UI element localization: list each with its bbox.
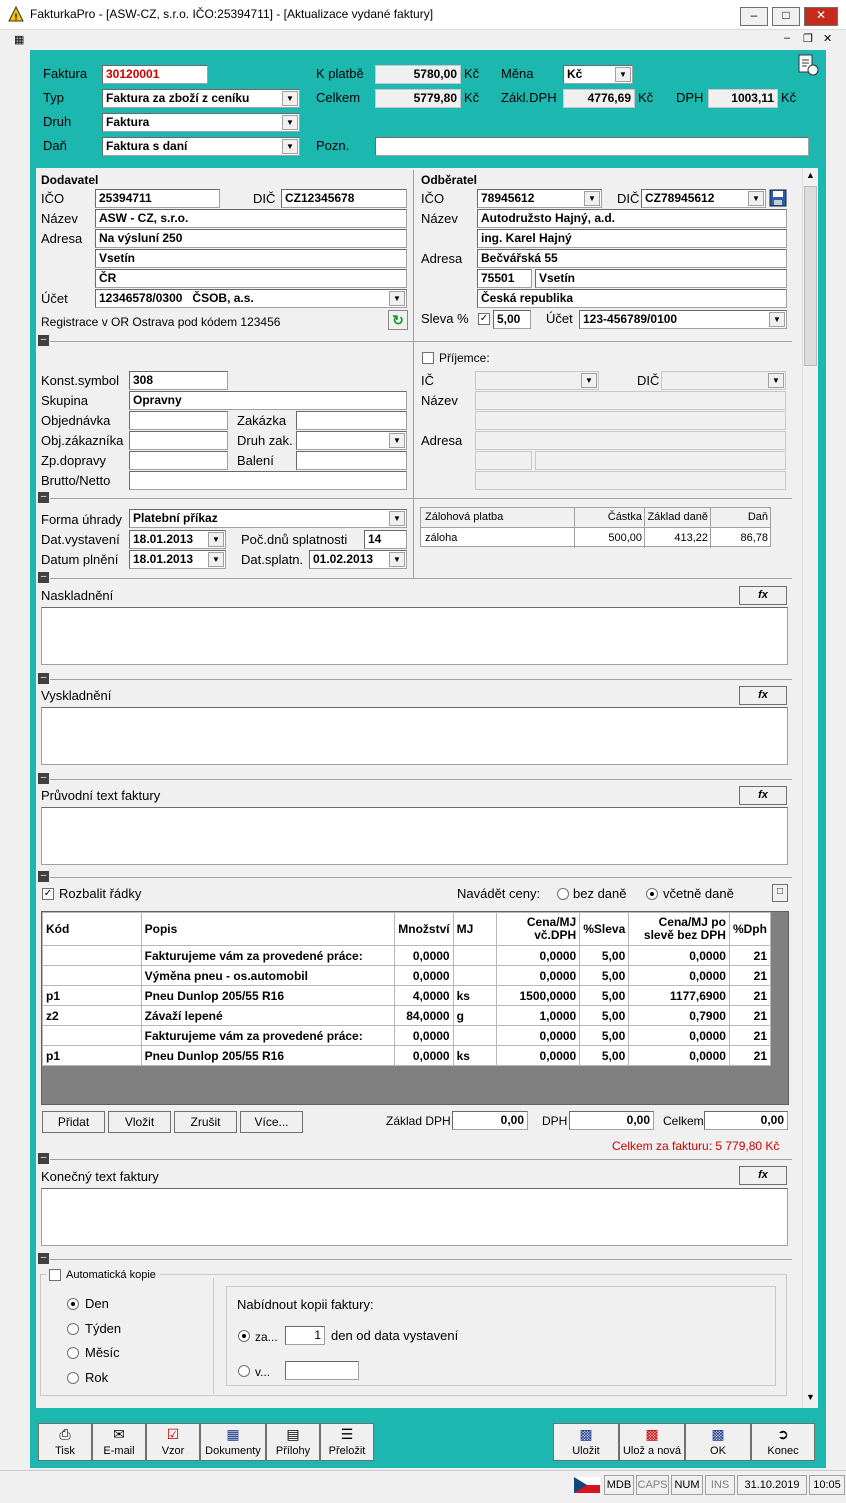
pozn-field[interactable] bbox=[375, 137, 809, 156]
objzak-label: Obj.zákazníka bbox=[41, 433, 124, 448]
section-divider bbox=[50, 1159, 792, 1160]
mdi-minimize-icon[interactable]: – bbox=[784, 32, 791, 44]
window-title: FakturkaPro - [ASW-CZ, s.r.o. IČO:25394711] - [Aktualizace vydané faktury] bbox=[30, 7, 434, 21]
dph-field: 1003,11 bbox=[708, 89, 778, 108]
checklist-icon: ☑ bbox=[166, 1426, 180, 1442]
vice-button[interactable]: Více... bbox=[240, 1111, 303, 1133]
odberatel-nazev2-field[interactable]: ing. Karel Hajný bbox=[477, 229, 787, 248]
mdi-bar bbox=[0, 31, 846, 49]
zaloha-header-cell: Daň bbox=[747, 511, 768, 523]
kopie-checkbox[interactable] bbox=[49, 1269, 61, 1281]
prijemce-stat-field bbox=[475, 471, 786, 490]
cell-dph: 21 bbox=[729, 986, 770, 1006]
odberatel-dic-label: DIČ bbox=[617, 191, 640, 206]
cell-sleva: 5,00 bbox=[580, 1006, 629, 1026]
cell-dph: 21 bbox=[729, 1026, 770, 1046]
prijemce-mesto-field bbox=[535, 451, 786, 470]
section-divider bbox=[50, 779, 792, 780]
col-header-sleva[interactable]: %Sleva bbox=[580, 913, 629, 946]
items-grid[interactable] bbox=[41, 911, 789, 1105]
datplneni-label: Datum plnění bbox=[41, 552, 119, 567]
dodavatel-adresa3-field[interactable]: ČR bbox=[95, 269, 407, 288]
prijemce-dic-select bbox=[661, 371, 786, 390]
items-header-row bbox=[43, 913, 771, 946]
dodavatel-nazev-field[interactable]: ASW - CZ, s.r.o. bbox=[95, 209, 407, 228]
odberatel-ucet-label: Účet bbox=[546, 311, 573, 326]
dph-label: DPH bbox=[676, 90, 704, 105]
baleni-label: Balení bbox=[237, 453, 274, 468]
naskladneni-fx-button[interactable]: fx bbox=[739, 586, 787, 605]
section-divider bbox=[50, 877, 792, 878]
zaloha-header-cell: Zálohová platba bbox=[425, 511, 504, 523]
chevron-down-icon[interactable]: ▼ bbox=[282, 115, 298, 130]
zakazka-field[interactable] bbox=[296, 411, 407, 430]
naskladneni-textarea[interactable] bbox=[41, 607, 788, 665]
email-button[interactable]: ✉ E-mail bbox=[92, 1423, 146, 1461]
zakl-dph-label: Zákl.DPH bbox=[501, 90, 557, 105]
collapse-icon[interactable]: – bbox=[38, 335, 49, 346]
cell-sleva: 5,00 bbox=[580, 1026, 629, 1046]
vertical-scrollbar[interactable]: ▲ ▼ bbox=[802, 168, 818, 1408]
dodavatel-ucet-select[interactable]: 12346578/0300 ČSOB, a.s. ▼ bbox=[95, 289, 407, 308]
konecny-label: Konečný text faktury bbox=[41, 1169, 159, 1184]
items-celkem-field: 0,00 bbox=[704, 1111, 788, 1130]
mena-select[interactable]: Kč ▼ bbox=[563, 65, 633, 84]
cell-cena-po-sleve: 0,0000 bbox=[629, 1046, 730, 1066]
kplatbe-currency: Kč bbox=[464, 66, 480, 81]
zpdopravy-label: Zp.dopravy bbox=[41, 453, 107, 468]
tyden-radio[interactable] bbox=[67, 1323, 79, 1335]
sleva-checkbox[interactable]: ✓ bbox=[479, 313, 489, 324]
zpdopravy-field[interactable] bbox=[129, 451, 228, 470]
datvyst-label: Dat.vystavení bbox=[41, 532, 120, 547]
prijemce-adresa1-field bbox=[475, 431, 786, 450]
cell-sleva: 5,00 bbox=[580, 966, 629, 986]
odberatel-mesto-field[interactable]: Vsetín bbox=[535, 269, 787, 288]
cell-cena: 1,0000 bbox=[496, 1006, 579, 1026]
kplatbe-label: K platbě bbox=[316, 66, 364, 81]
odberatel-title: Odběratel bbox=[421, 173, 478, 187]
datsplatn-field[interactable]: 01.02.2013 ▼ bbox=[309, 550, 407, 569]
title-bar bbox=[0, 0, 846, 30]
ok-button[interactable]: ▩ OK bbox=[685, 1423, 751, 1461]
dan-label: Daň bbox=[43, 138, 67, 153]
maximize-button[interactable]: □ bbox=[772, 7, 800, 26]
konecny-fx-button[interactable]: fx bbox=[739, 1166, 787, 1185]
exit-door-icon: ➲ bbox=[777, 1426, 789, 1442]
celkem-field: 5779,80 bbox=[375, 89, 461, 108]
nabidnout-label: Nabídnout kopii faktury: bbox=[237, 1297, 374, 1312]
cell-cena-po-sleve: 0,7900 bbox=[629, 1006, 730, 1026]
odberatel-adresa1-field[interactable]: Bečvářská 55 bbox=[477, 249, 787, 268]
section-divider bbox=[50, 498, 792, 499]
pocdnu-field[interactable]: 14 bbox=[364, 530, 407, 549]
col-header-mj[interactable]: MJ bbox=[453, 913, 496, 946]
cell-mj bbox=[453, 946, 496, 966]
chevron-down-icon[interactable]: ▼ bbox=[208, 532, 224, 547]
section-divider bbox=[50, 1259, 792, 1260]
konst-field[interactable]: 308 bbox=[129, 371, 228, 390]
prijemce-label: Příjemce: bbox=[439, 351, 490, 365]
status-mdb: MDB bbox=[604, 1475, 634, 1495]
status-date: 31.10.2019 bbox=[737, 1475, 807, 1495]
den-label: Den bbox=[85, 1296, 109, 1311]
za-label: za... bbox=[255, 1330, 278, 1344]
dodavatel-dic-label: DIČ bbox=[253, 191, 276, 206]
chevron-down-icon[interactable]: ▼ bbox=[208, 552, 224, 567]
datplneni-field[interactable]: 18.01.2013 ▼ bbox=[129, 550, 226, 569]
chevron-down-icon: ▼ bbox=[768, 373, 784, 388]
prilohy-button[interactable]: ▤ Přílohy bbox=[266, 1423, 320, 1461]
section-divider bbox=[50, 679, 792, 680]
zaloha-cell: záloha bbox=[425, 532, 458, 544]
prijemce-nazev-label: Název bbox=[421, 393, 458, 408]
vcetne-dane-label: včetně daně bbox=[663, 886, 734, 901]
close-button[interactable]: ✕ bbox=[804, 7, 838, 26]
odberatel-nazev-label: Název bbox=[421, 211, 458, 226]
refresh-icon[interactable]: ↻ bbox=[388, 310, 408, 330]
ulozit-button[interactable]: ▩ Uložit bbox=[553, 1423, 619, 1461]
cell-kod bbox=[43, 946, 142, 966]
cell-cena-po-sleve: 0,0000 bbox=[629, 1026, 730, 1046]
cell-mnozstvi: 4,0000 bbox=[394, 986, 453, 1006]
dodavatel-ico-label: IČO bbox=[41, 191, 65, 206]
v-label: v... bbox=[255, 1365, 271, 1379]
rozbalit-label: Rozbalit řádky bbox=[59, 886, 142, 901]
dodavatel-ico-field[interactable]: 25394711 bbox=[95, 189, 220, 208]
chevron-down-icon[interactable]: ▼ bbox=[389, 552, 405, 567]
chevron-down-icon[interactable]: ▼ bbox=[769, 312, 785, 327]
druh-label: Druh bbox=[43, 114, 72, 129]
vyskladneni-label: Vyskladnění bbox=[41, 688, 112, 703]
prijemce-checkbox[interactable] bbox=[422, 352, 434, 364]
collapse-icon[interactable]: – bbox=[38, 673, 49, 684]
celkem-label: Celkem bbox=[316, 90, 361, 105]
section-divider bbox=[50, 341, 792, 342]
typ-label: Typ bbox=[43, 90, 64, 105]
section-divider bbox=[50, 578, 792, 579]
zaloha-table[interactable] bbox=[420, 507, 771, 547]
objednavka-field[interactable] bbox=[129, 411, 228, 430]
cell-kod: p1 bbox=[43, 986, 142, 1006]
odberatel-dic-select[interactable]: CZ78945612 ▼ bbox=[641, 189, 766, 208]
cell-popis: Pneu Dunlop 205/55 R16 bbox=[141, 1046, 394, 1066]
items-celkem-label: Celkem bbox=[663, 1114, 704, 1128]
odberatel-ico-label: IČO bbox=[421, 191, 445, 206]
status-ins: INS bbox=[705, 1475, 735, 1495]
items-table[interactable] bbox=[42, 912, 771, 1066]
cell-sleva: 5,00 bbox=[580, 1046, 629, 1066]
cell-cena-po-sleve: 1177,6900 bbox=[629, 986, 730, 1006]
navadet-label: Navádět ceny: bbox=[457, 886, 541, 901]
skupina-label: Skupina bbox=[41, 393, 88, 408]
rok-radio[interactable] bbox=[67, 1372, 79, 1384]
dodavatel-ucet-label: Účet bbox=[41, 291, 68, 306]
vcetne-dane-radio[interactable] bbox=[646, 888, 658, 900]
chevron-down-icon[interactable]: ▼ bbox=[748, 191, 764, 206]
registrace-text: Registrace v OR Ostrava pod kódem 123456 bbox=[41, 315, 281, 329]
table-row[interactable] bbox=[43, 966, 771, 986]
dodavatel-dic-field[interactable]: CZ12345678 bbox=[281, 189, 407, 208]
floppy-disk-icon: ▩ bbox=[579, 1426, 593, 1442]
cell-dph: 21 bbox=[729, 966, 770, 986]
celkem-za-fakturu: Celkem za fakturu: 5 779,80 Kč bbox=[612, 1139, 780, 1153]
odberatel-stat-field[interactable]: Česká republika bbox=[477, 289, 787, 308]
table-row[interactable] bbox=[43, 946, 771, 966]
konecny-textarea[interactable] bbox=[41, 1188, 788, 1246]
faktura-label: Faktura bbox=[43, 66, 88, 81]
collapse-icon[interactable]: – bbox=[38, 492, 49, 503]
prijemce-nazev2-field bbox=[475, 411, 786, 430]
pocdnu-label: Poč.dnů splatnosti bbox=[241, 532, 348, 547]
zaloha-cell: 86,78 bbox=[740, 532, 768, 544]
vzor-button[interactable]: ☑ Vzor bbox=[146, 1423, 200, 1461]
cell-kod bbox=[43, 966, 142, 986]
zaloha-cell: 413,22 bbox=[674, 532, 708, 544]
table-row[interactable] bbox=[43, 1026, 771, 1046]
table-row[interactable] bbox=[43, 1046, 771, 1066]
dokumenty-button[interactable]: ▦ Dokumenty bbox=[200, 1423, 266, 1461]
cell-mnozstvi: 0,0000 bbox=[394, 946, 453, 966]
svg-text:!: ! bbox=[14, 12, 18, 22]
items-dph-field: 0,00 bbox=[569, 1111, 654, 1130]
cell-cena-po-sleve: 0,0000 bbox=[629, 946, 730, 966]
save-disk-icon[interactable] bbox=[769, 189, 787, 207]
dph-currency: Kč bbox=[781, 90, 797, 105]
kplatbe-field: 5780,00 bbox=[375, 65, 461, 84]
zakazka-label: Zakázka bbox=[237, 413, 287, 428]
cell-dph: 21 bbox=[729, 1006, 770, 1026]
cell-cena: 1500,0000 bbox=[496, 986, 579, 1006]
kopie-label: Automatická kopie bbox=[66, 1269, 156, 1281]
mena-label: Měna bbox=[501, 66, 534, 81]
col-header-dph[interactable]: %Dph bbox=[729, 913, 770, 946]
cell-cena: 0,0000 bbox=[496, 1046, 579, 1066]
pruvodni-textarea[interactable] bbox=[41, 807, 788, 865]
odberatel-nazev-field[interactable]: Autodružsto Hajný, a.d. bbox=[477, 209, 787, 228]
envelope-icon: ✉ bbox=[113, 1426, 125, 1442]
objzak-field[interactable] bbox=[129, 431, 228, 450]
col-header-popis[interactable]: Popis bbox=[141, 913, 394, 946]
skupina-field[interactable]: Opravny bbox=[129, 391, 407, 410]
brutto-field[interactable] bbox=[129, 471, 407, 490]
minimize-button[interactable]: – bbox=[740, 7, 768, 26]
tyden-label: Týden bbox=[85, 1321, 122, 1336]
mesic-radio[interactable] bbox=[67, 1347, 79, 1359]
naskladneni-label: Naskladnění bbox=[41, 588, 114, 603]
chevron-down-icon[interactable]: ▼ bbox=[615, 67, 631, 82]
prijemce-dic-label: DIČ bbox=[637, 373, 660, 388]
zaloha-cell: 500,00 bbox=[608, 532, 642, 544]
vlozit-button[interactable]: Vložit bbox=[108, 1111, 171, 1133]
mdi-menu-icon[interactable]: ▦ bbox=[14, 34, 25, 46]
tisk-button[interactable]: ⎙ Tisk bbox=[38, 1423, 92, 1461]
typ-select[interactable]: Faktura za zboží z ceníku ▼ bbox=[102, 89, 300, 108]
cell-mnozstvi: 0,0000 bbox=[394, 1046, 453, 1066]
printer-icon: ⎙ bbox=[59, 1426, 71, 1442]
cell-popis: Výměna pneu - os.automobil bbox=[141, 966, 394, 986]
collapse-icon[interactable]: – bbox=[38, 1253, 49, 1264]
cell-popis: Pneu Dunlop 205/55 R16 bbox=[141, 986, 394, 1006]
mesic-label: Měsíc bbox=[85, 1345, 120, 1360]
chevron-down-icon[interactable]: ▼ bbox=[389, 511, 405, 526]
collapse-icon[interactable]: – bbox=[38, 773, 49, 784]
document-edit-icon[interactable] bbox=[797, 54, 819, 76]
konec-button[interactable]: ➲ Konec bbox=[751, 1423, 815, 1461]
dodavatel-nazev-label: Název bbox=[41, 211, 78, 226]
ok-check-icon: ▩ bbox=[711, 1426, 725, 1442]
cell-dph: 21 bbox=[729, 1046, 770, 1066]
forma-label: Forma úhrady bbox=[41, 512, 122, 527]
cell-mj: ks bbox=[453, 986, 496, 1006]
cell-cena: 0,0000 bbox=[496, 1026, 579, 1046]
cell-mj bbox=[453, 1026, 496, 1046]
app-logo-icon bbox=[8, 6, 24, 22]
col-header-kod[interactable]: Kód bbox=[43, 913, 142, 946]
dodavatel-adresa1-field[interactable]: Na výsluní 250 bbox=[95, 229, 407, 248]
druhzak-select[interactable] bbox=[296, 431, 407, 450]
odberatel-ico-select[interactable]: 78945612 ▼ bbox=[477, 189, 602, 208]
mdi-close-icon[interactable]: ✕ bbox=[823, 33, 833, 45]
zaloha-header-cell: Základ daně bbox=[647, 511, 708, 523]
celkem-currency: Kč bbox=[464, 90, 480, 105]
odberatel-ucet-select[interactable]: 123-456789/0100 ▼ bbox=[579, 310, 787, 329]
items-zakl-label: Základ DPH bbox=[386, 1114, 451, 1128]
scrollbar-thumb[interactable] bbox=[804, 186, 817, 366]
cell-mj bbox=[453, 966, 496, 986]
zrusit-button[interactable]: Zrušit bbox=[174, 1111, 237, 1133]
rok-label: Rok bbox=[85, 1370, 109, 1385]
zakl-dph-field: 4776,69 bbox=[563, 89, 635, 108]
konst-label: Konst.symbol bbox=[41, 373, 120, 388]
cell-popis: Fakturujeme vám za provedené práce: bbox=[141, 946, 394, 966]
sleva-field[interactable]: 5,00 bbox=[493, 310, 531, 329]
collapse-icon[interactable]: – bbox=[38, 572, 49, 583]
items-dph-label: DPH bbox=[542, 1114, 568, 1128]
prijemce-adresa-label: Adresa bbox=[421, 433, 463, 448]
chevron-down-icon[interactable]: ▼ bbox=[389, 291, 405, 306]
items-zakl-field: 0,00 bbox=[452, 1111, 528, 1130]
prijemce-ic-label: IČ bbox=[421, 373, 434, 388]
brutto-label: Brutto/Netto bbox=[41, 473, 111, 488]
cell-mnozstvi: 84,0000 bbox=[394, 1006, 453, 1026]
prijemce-nazev-field bbox=[475, 391, 786, 410]
prijemce-ic-select bbox=[475, 371, 599, 390]
odberatel-psc-field[interactable]: 75501 bbox=[477, 269, 532, 288]
column-divider bbox=[413, 170, 414, 578]
chevron-down-icon[interactable]: ▼ bbox=[282, 139, 298, 154]
floppy-disk-new-icon: ▩ bbox=[645, 1426, 659, 1442]
chevron-down-icon[interactable]: ▼ bbox=[389, 433, 405, 448]
cell-mj: g bbox=[453, 1006, 496, 1026]
col-header-mnozstvi[interactable]: Množství bbox=[394, 913, 453, 946]
pozn-label: Pozn. bbox=[316, 138, 350, 153]
cell-kod: p1 bbox=[43, 1046, 142, 1066]
datvyst-field[interactable]: 18.01.2013 ▼ bbox=[129, 530, 226, 549]
calendar-icon: ▦ bbox=[226, 1426, 240, 1442]
zakl-dph-currency: Kč bbox=[638, 90, 654, 105]
baleni-field[interactable] bbox=[296, 451, 407, 470]
v-field[interactable] bbox=[285, 1361, 359, 1380]
col-header-cena-po-sleve[interactable]: Cena/MJ po slevě bez DPH bbox=[629, 913, 730, 946]
chevron-down-icon[interactable]: ▼ bbox=[584, 191, 600, 206]
dodavatel-adresa2-field[interactable]: Vsetín bbox=[95, 249, 407, 268]
cell-cena: 0,0000 bbox=[496, 946, 579, 966]
dodavatel-title: Dodavatel bbox=[41, 173, 99, 187]
table-row[interactable] bbox=[43, 1006, 771, 1026]
faktura-number-field[interactable]: 30120001 bbox=[102, 65, 208, 84]
chevron-down-icon: ▼ bbox=[581, 373, 597, 388]
cell-sleva: 5,00 bbox=[580, 986, 629, 1006]
dodavatel-adresa-label: Adresa bbox=[41, 231, 83, 246]
vyskladneni-fx-button[interactable]: fx bbox=[739, 686, 787, 705]
vyskladneni-textarea[interactable] bbox=[41, 707, 788, 765]
table-row[interactable] bbox=[43, 986, 771, 1006]
czech-flag-icon bbox=[574, 1477, 600, 1493]
forma-select[interactable]: Platební příkaz ▼ bbox=[129, 509, 407, 528]
cell-cena-po-sleve: 0,0000 bbox=[629, 966, 730, 986]
pruvodni-label: Průvodní text faktury bbox=[41, 788, 161, 803]
status-time: 10:05 bbox=[809, 1475, 845, 1495]
expand-grid-icon[interactable]: □ bbox=[772, 884, 788, 902]
mdi-restore-icon[interactable]: ❐ bbox=[803, 33, 813, 45]
prelozit-button[interactable]: ☰ Přeložit bbox=[320, 1423, 374, 1461]
bez-dane-label: bez daně bbox=[573, 886, 627, 901]
attachment-icon: ▤ bbox=[286, 1426, 300, 1442]
bez-dane-radio[interactable] bbox=[557, 888, 569, 900]
cell-dph: 21 bbox=[729, 946, 770, 966]
cell-cena: 0,0000 bbox=[496, 966, 579, 986]
cell-sleva: 5,00 bbox=[580, 946, 629, 966]
cell-kod bbox=[43, 1026, 142, 1046]
v-radio[interactable] bbox=[238, 1365, 250, 1377]
cell-mnozstvi: 0,0000 bbox=[394, 1026, 453, 1046]
objednavka-label: Objednávka bbox=[41, 413, 111, 428]
pruvodni-fx-button[interactable]: fx bbox=[739, 786, 787, 805]
chevron-down-icon[interactable]: ▼ bbox=[282, 91, 298, 106]
collapse-icon[interactable]: – bbox=[38, 1153, 49, 1164]
sleva-label: Sleva % bbox=[421, 311, 469, 326]
datsplatn-label: Dat.splatn. bbox=[241, 552, 304, 567]
status-num: NUM bbox=[671, 1475, 703, 1495]
den-radio[interactable] bbox=[67, 1298, 79, 1310]
cell-popis: Závaží lepené bbox=[141, 1006, 394, 1026]
druh-select[interactable]: Faktura ▼ bbox=[102, 113, 300, 132]
za-field[interactable]: 1 bbox=[285, 1326, 325, 1345]
collapse-icon[interactable]: – bbox=[38, 871, 49, 882]
prijemce-psc-field bbox=[475, 451, 532, 470]
za-radio[interactable] bbox=[238, 1330, 250, 1342]
dan-select[interactable]: Faktura s daní ▼ bbox=[102, 137, 300, 156]
pridat-button[interactable]: Přidat bbox=[42, 1111, 105, 1133]
col-header-cena[interactable]: Cena/MJ vč.DPH bbox=[496, 913, 579, 946]
odberatel-adresa-label: Adresa bbox=[421, 251, 463, 266]
cell-mj: ks bbox=[453, 1046, 496, 1066]
druhzak-label: Druh zak. bbox=[237, 433, 293, 448]
translate-icon: ☰ bbox=[340, 1426, 354, 1442]
za-suffix: den od data vystavení bbox=[331, 1328, 459, 1343]
zaloha-header-cell: Částka bbox=[607, 511, 642, 523]
rozbalit-checkbox[interactable]: ✓ bbox=[43, 888, 53, 899]
cell-kod: z2 bbox=[43, 1006, 142, 1026]
uloz-nova-button[interactable]: ▩ Ulož a nová bbox=[619, 1423, 685, 1461]
cell-mnozstvi: 0,0000 bbox=[394, 966, 453, 986]
status-caps: CAPS bbox=[636, 1475, 669, 1495]
cell-popis: Fakturujeme vám za provedené práce: bbox=[141, 1026, 394, 1046]
